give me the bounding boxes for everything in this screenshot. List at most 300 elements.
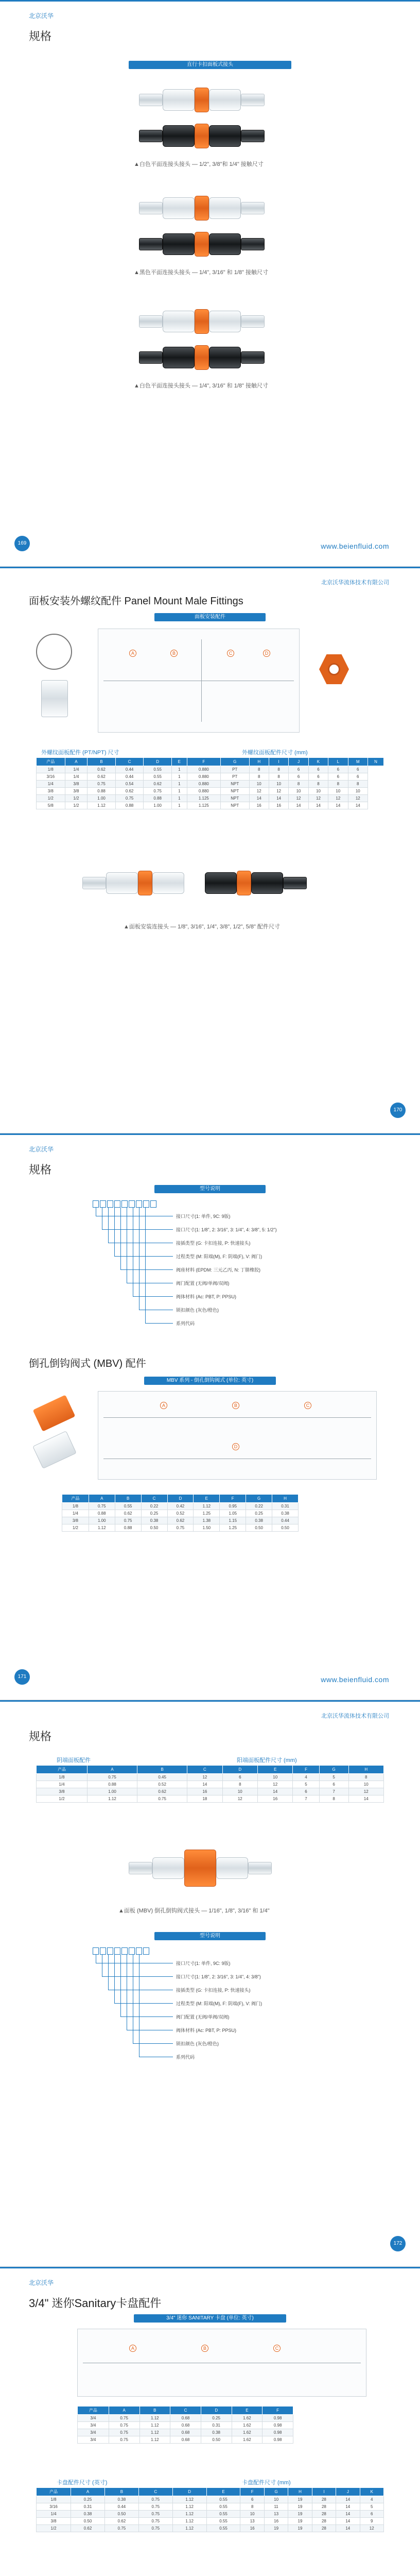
table-cell: 8 [249,773,269,781]
code-box [107,1947,113,1955]
breadcrumb: 北京沃华 [29,12,54,20]
table-header-cell: D [201,2406,232,2415]
coupling-body-left [163,89,195,111]
table-cell: 8 [348,781,367,788]
table-cell: 16 [187,1788,222,1795]
table-cell: 0.45 [137,1774,187,1781]
website-link[interactable]: www.beienfluid.com [321,1675,389,1684]
table-header-cell: D [172,2488,206,2496]
page-title: 规格 [29,1163,52,1176]
table-cell: 0.75 [167,1524,194,1532]
page-title: 规格 [29,30,52,43]
fitting-thread-black [251,872,283,894]
table-cell: 10 [328,788,348,795]
catalog-page-173 [0,2267,420,2576]
page-top-accent [0,567,420,568]
table-cell: 1.12 [139,2415,170,2422]
table-title-right: 外螺纹面板配件尺寸 (mm) [242,750,308,756]
table-cell: 1.00 [87,795,116,802]
barb-end-right [241,315,265,328]
table-cell: 0.75 [109,2429,139,2436]
table-cell: 1.12 [172,2496,206,2503]
page-title: 面板安装外螺纹配件 Panel Mount Male Fittings [29,596,243,607]
table-row [37,766,384,773]
table-cell: 8 [269,773,288,781]
table-cell: 12 [360,2525,383,2532]
table-cell: 0.68 [170,2415,201,2422]
code-box [107,1200,113,1208]
table-cell: 0.880 [187,788,220,795]
product-image-black-coupling-3 [139,345,265,370]
table-cell: 14 [336,2525,360,2532]
catalog-page-170 [0,567,420,1133]
code-box [100,1947,106,1955]
code-connector [114,1208,115,1256]
code-connector [108,1208,109,1243]
table-cell: 0.55 [206,2496,240,2503]
coupling-body-left [152,1857,184,1879]
code-item-label: 接插类型 (G: 卡扣连接, P: 快速接头) [176,1988,251,1993]
table-cell: 0.38 [246,1517,272,1524]
table-header-cell: F [262,2406,293,2415]
coupling-latch [184,1850,216,1887]
table-cell: 0.68 [170,2436,201,2444]
table-header-cell: G [319,1766,348,1774]
table-row [37,802,384,809]
catalog-page-171 [0,1133,420,1700]
table-cell: 1/2 [37,1795,87,1803]
table-cell: 3/8 [62,1517,89,1524]
table-cell: 10 [258,1774,293,1781]
table-cell: 0.44 [115,773,144,781]
table-cell: 6 [348,766,367,773]
table-cell: 8 [289,781,308,788]
code-item-label: 接插类型 (G: 卡扣连接, P: 快速接头) [176,1241,251,1246]
table-header-cell: F [293,1766,319,1774]
section-banner: 直行卡扣面板式接头 [129,61,291,69]
table-cell: 0.50 [141,1524,167,1532]
product-image-mbv-coupling [129,1850,272,1887]
code-item-label: 接口尺寸(1: 1/8", 2: 3/16", 3: 1/4", 4: 3/8") [176,1974,261,1979]
table-header-cell: G [246,1495,272,1503]
table-row [37,773,384,781]
table-cell: 8 [249,766,269,773]
table-header-cell: H [348,1766,383,1774]
model-code-chart [93,1200,329,1340]
table-cell: 1.12 [172,2518,206,2525]
table-cell: 0.31 [71,2503,105,2511]
table-header-cell: 产品 [78,2406,109,2415]
table-cell: 0.75 [109,2422,139,2429]
brand-tag: 北京沃华流体技术有限公司 [321,580,389,586]
table-header-cell: H [288,2488,312,2496]
product-image-white-coupling [139,88,265,112]
table-cell: 0.75 [109,2415,139,2422]
table-cell: 28 [312,2525,336,2532]
figure-caption: ▲面板安装连接头 — 1/8", 3/16", 1/4", 3/8", 1/2", 5/8" 配件尺寸 [124,924,280,930]
centerline [103,1417,371,1418]
table-cell: 14 [249,795,269,802]
table-cell: 1.00 [144,802,172,809]
fitting-body [106,872,138,894]
barb-end-left [139,315,163,328]
page-top-accent [0,2267,420,2268]
table-cell: 14 [336,2518,360,2525]
table-cell: 8 [269,766,288,773]
page-number-badge: 171 [14,1669,30,1685]
table-row [78,2429,293,2436]
figure-caption-3: ▲白色平面连接头接头 — 1/4", 3/16" 和 1/8" 接触尺寸 [134,383,268,389]
table-cell: 28 [312,2518,336,2525]
table-header-cell: L [328,758,348,766]
table-header-cell: H [249,758,269,766]
page-title: 规格 [29,1730,52,1743]
code-connector [145,1208,146,1323]
table-row [62,1524,299,1532]
table-header-cell: J [336,2488,360,2496]
table-cell: 0.88 [115,1524,141,1532]
table-cell: 1.12 [172,2525,206,2532]
table-cell: 3/16 [37,773,65,781]
table-cell: NPT [221,788,250,795]
table-cell: 13 [240,2518,264,2525]
table-cell: 0.42 [167,1503,194,1510]
brand-tag: 北京沃华流体技术有限公司 [321,1713,389,1719]
table-cell: 13 [264,2511,288,2518]
table-row [37,2511,384,2518]
table-cell: 1.38 [194,1517,220,1524]
spec-table-mid [36,2487,384,2532]
table-cell: 1/4 [37,2511,71,2518]
panel-fitting-drawing [98,629,300,733]
table-cell: 0.54 [115,781,144,788]
table-cell: 1/4 [65,766,87,773]
table-cell: 3/8 [65,788,87,795]
table-cell: 16 [269,802,288,809]
coupling-latch [195,309,209,334]
coupling-body-right [209,311,241,332]
coupling-body-right [216,1857,248,1879]
table-cell: 14 [269,795,288,802]
table-cell: 3/8 [37,788,65,795]
table-cell: 4 [293,1774,319,1781]
table-cell: 6 [308,766,328,773]
table-row [37,788,384,795]
table-cell: 0.88 [87,788,116,795]
code-box [143,1200,149,1208]
table-cell: 0.68 [170,2422,201,2429]
table-cell: 0.75 [115,1517,141,1524]
table-cell: 8 [308,781,328,788]
section-banner: 3/4" 迷你 SANITARY 卡盘 (单位: 英寸) [134,2314,286,2323]
table-cell: 0.25 [71,2496,105,2503]
coupling-latch [195,124,209,148]
table-cell: 18 [187,1795,222,1803]
table-cell: 0.98 [262,2422,293,2429]
product-image-black-coupling-2 [139,232,265,257]
spec-table [36,757,384,809]
table-cell: 14 [348,1795,383,1803]
table-header-cell: E [194,1495,220,1503]
code-box [114,1947,120,1955]
table-row [37,1781,384,1788]
code-box [129,1947,135,1955]
table-cell: 0.38 [201,2429,232,2436]
table-cell: 0.62 [137,1788,187,1795]
table-cell: 0.88 [144,795,172,802]
table-cell: 1.00 [89,1517,115,1524]
table-header-cell: K [308,758,328,766]
barb-end-left [139,351,163,364]
page-number-badge: 172 [390,2236,406,2251]
table-cell: 6 [319,1781,348,1788]
mbv-thumbnail-2 [32,1431,77,1469]
table-cell: 1.15 [220,1517,246,1524]
dimension-marker: D [232,1443,239,1450]
table-header-cell: F [240,2488,264,2496]
product-image-clear-coupling-2 [139,196,265,221]
dimension-marker: A [129,2345,136,2352]
page-number-badge: 169 [14,536,30,551]
table-cell: 1.50 [194,1524,220,1532]
table-row [78,2422,293,2429]
code-box [121,1200,128,1208]
table-cell: 3/4 [78,2436,109,2444]
code-box [136,1947,142,1955]
table-cell: 0.75 [87,1774,137,1781]
table-cell: 9 [360,2518,383,2525]
barb-end-left [82,877,106,889]
table-cell: 1 [171,773,187,781]
table-cell: 8 [328,781,348,788]
table-header-cell: B [139,2406,170,2415]
table-header-cell: 产品 [37,758,65,766]
table-header-cell: 产品 [37,1766,87,1774]
table-header-cell: F [187,758,220,766]
table-cell: 0.62 [71,2525,105,2532]
table-cell: 12 [348,795,367,802]
table-cell: 0.22 [246,1503,272,1510]
coupling-body-left [163,311,195,332]
table-cell: 0.75 [109,2436,139,2444]
table-cell: 7 [293,1795,319,1803]
table-header-cell: A [71,2488,105,2496]
table-cell: 6 [360,2511,383,2518]
table-cell: 16 [264,2518,288,2525]
table-cell: 12 [308,795,328,802]
table-cell: 12 [249,788,269,795]
panel-nut-2 [237,871,251,895]
table-cell: 0.44 [272,1517,299,1524]
table-cell: 0.62 [104,2518,138,2525]
table-cell: 1/8 [37,2496,71,2503]
code-box [129,1200,135,1208]
coupling-body-right [209,347,241,368]
table-cell: 19 [288,2496,312,2503]
code-connector [108,1955,109,1990]
table-cell: 14 [336,2503,360,2511]
table-header-cell: D [222,1766,257,1774]
table-cell: 0.50 [104,2511,138,2518]
table-cell: 0.38 [104,2496,138,2503]
spec-table-top [77,2406,293,2444]
table-cell: 19 [288,2503,312,2511]
code-item-label: 系列代码 [176,2055,195,2060]
table-cell: 1.12 [194,1503,220,1510]
table-cell: 0.55 [144,773,172,781]
product-image-black-coupling [139,124,265,148]
table-header-cell: C [141,1495,167,1503]
product-image-panel-fittings [82,871,307,895]
table-row [78,2415,293,2422]
table-cell: 1/4 [65,773,87,781]
panel-nut-image [319,654,349,684]
model-code-chart [93,1947,329,2076]
code-connector [114,2003,173,2004]
table-cell: 3/4 [78,2415,109,2422]
table-header-cell: E [171,758,187,766]
table-row [37,2518,384,2525]
left-table-banner: 阴端面板配件 [57,1757,91,1764]
catalog-page-172 [0,1700,420,2267]
table-header-cell: F [220,1495,246,1503]
section-banner: 面板安装配件 [154,613,266,621]
dimension-marker: A [160,1402,167,1409]
table-cell: 19 [264,2525,288,2532]
table-row [37,1788,384,1795]
table-header-cell: M [348,758,367,766]
table-header-cell: G [264,2488,288,2496]
coupling-body-left [163,197,195,219]
table-title-left: 外螺纹面板配件 (PT/NPT) 尺寸 [41,750,119,756]
table-row [37,2503,384,2511]
table-cell: 6 [240,2496,264,2503]
code-item-label: 系列代码 [176,1321,195,1326]
table-cell: 1/2 [62,1524,89,1532]
code-item-label: 过程类型 (M: 阳端(M), F: 阴端(F), V: 阀门) [176,1254,262,1259]
mid-table-title-left: 卡盘配件尺寸 (英寸) [57,2480,108,2486]
page-top-accent [0,1133,420,1135]
table-cell: 0.52 [137,1781,187,1788]
table-header-cell: A [87,1766,137,1774]
table-cell: 0.88 [87,1781,137,1788]
table-cell: 3/8 [65,781,87,788]
code-connector [102,1229,173,1230]
table-cell: 1 [171,788,187,795]
section-banner: 型号说明 [154,1185,266,1193]
table-cell: 0.38 [141,1517,167,1524]
page-number-badge: 170 [390,1103,406,1118]
coupling-body-left [163,125,195,147]
table-cell: 1.125 [187,802,220,809]
table-cell: 10 [240,2511,264,2518]
coupling-latch [195,232,209,257]
table-cell: 0.25 [201,2415,232,2422]
code-box-row [93,1947,329,1955]
code-box [143,1947,149,1955]
table-header-cell: C [170,2406,201,2415]
website-link[interactable]: www.beienfluid.com [321,542,389,550]
code-item-label: 接口尺寸(1: 单件, 9C: 9版) [176,1961,231,1966]
code-item-label: 阀门配置 (无阀/单阀/双阀) [176,2014,230,2020]
table-cell: 12 [289,795,308,802]
coupling-body-right [209,89,241,111]
mbv-banner: MBV 系列 - 倒孔倒钩阀式 (单位: 英寸) [144,1377,276,1385]
code-connector [114,1256,173,1257]
table-cell: 0.62 [144,781,172,788]
table-header-cell: C [187,1766,222,1774]
table-cell: 0.50 [246,1524,272,1532]
dimension-marker: C [304,1402,311,1409]
table-cell: 1/8 [37,766,65,773]
table-cell: 1 [171,766,187,773]
table-header-cell: A [65,758,87,766]
table-cell: 0.75 [89,1503,115,1510]
coupling-body-left [163,347,195,368]
table-cell: 28 [312,2503,336,2511]
table-cell: 10 [264,2496,288,2503]
code-item-label: 锁扣颜色 (灰色/橙色) [176,1308,219,1313]
page-title: 3/4" 迷你Sanitary卡盘配件 [29,2297,162,2310]
barb-end-right [241,202,265,214]
table-row [37,781,384,788]
table-header-cell: B [104,2488,138,2496]
table-header-cell: G [221,758,250,766]
table-header-cell: A [109,2406,139,2415]
dimension-marker: B [170,650,178,657]
table-cell: 4 [360,2496,383,2503]
table-cell: 0.62 [115,788,144,795]
table-cell: 11 [264,2503,288,2511]
barb-end-left [139,238,163,250]
table-cell: 10 [348,1781,383,1788]
table-cell: 0.55 [206,2511,240,2518]
code-connector [120,2016,173,2017]
table-cell: 10 [289,788,308,795]
table-cell: 0.38 [71,2511,105,2518]
code-connector [120,1269,173,1270]
table-header-row [78,2406,293,2415]
table-header-cell: I [269,758,288,766]
section-subtitle: 倒孔倒钩阀式 (MBV) 配件 [29,1358,146,1369]
table-cell: 5 [360,2503,383,2511]
table-row [37,1795,384,1803]
table-row [37,2496,384,2503]
table-cell: 1.12 [139,2429,170,2436]
table-cell: 1/4 [37,1781,87,1788]
table-cell: NPT [221,802,250,809]
table-cell: 0.50 [272,1524,299,1532]
table-cell: 1.25 [220,1524,246,1532]
panel-fitting-thumbnail [41,680,68,717]
table-cell: 1/8 [37,1774,87,1781]
table-cell: 3/4 [78,2429,109,2436]
code-box [150,1200,156,1208]
coupling-body-right [209,125,241,147]
table-cell: NPT [221,795,250,802]
table-cell: 14 [308,802,328,809]
table-header-row [37,1766,384,1774]
table-cell: 0.31 [201,2422,232,2429]
code-box-row [93,1200,329,1208]
table-cell: 0.25 [141,1510,167,1517]
spec-table [36,1765,384,1803]
table-cell: 0.95 [220,1503,246,1510]
table-cell: 12 [187,1774,222,1781]
table-header-cell: C [115,758,144,766]
barb-end-left [129,1862,152,1874]
table-cell: 10 [308,788,328,795]
